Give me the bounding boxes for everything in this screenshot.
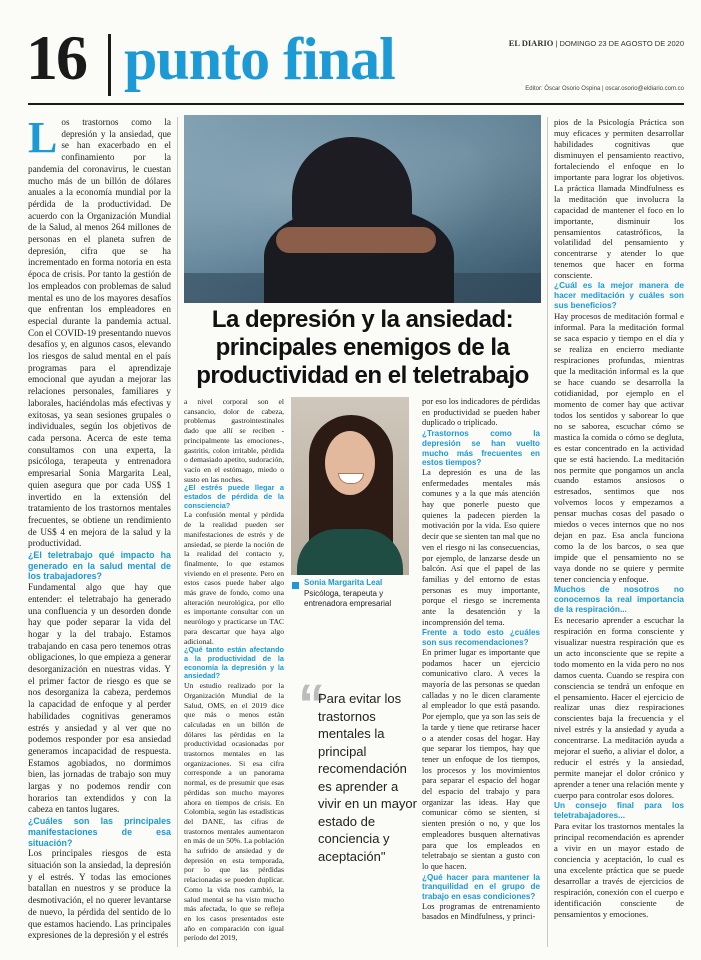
question-9: Muchos de nosotros no conocemos la real importancia de la respiración... [554, 583, 684, 614]
pull-quote: Para evitar los trastornos mentales la principal recomendación es aprender a vivir en un mayor estado de conciencia y aceptación" [318, 691, 417, 864]
question-1: ¿El teletrabajo qué impacto ha generado en la salud mental de los trabajadores? [28, 550, 171, 582]
masthead-divider [108, 34, 111, 96]
answer-8: Hay procesos de meditación formal e informal. Para la meditación formal se saca espacio y tiempo en el día y se realiza en encierro mediante respiraciones profundas, mientras que la meditación informal es la que se hace cuando se desarrolla la cotidianidad, por ejemplo en el momento de comer hay que activar todos los sentidos y saborear lo que no se saborea, escuchar cómo se mastica la comida o cómo se degluta, es estar concentrado en la actividad que se está haciendo. La meditación nos permite que pongamos un ancla cuando estamos ansiosos o estresados, sentimos que nos volvemos locos y empezamos a pensar muchas cosas del pasado o miedos o veces internos que no nos dejan en paz. Esa ancla funciona como la de los barcos, o sea que impide que el pensamiento no se vaya donde no se quiere y permite tener conciencia y enfoque. [554, 311, 684, 585]
paper-date: DOMINGO 23 DE AGOSTO DE 2020 [559, 39, 684, 48]
page-number: 16 [26, 22, 86, 93]
paper-name: EL DIARIO [508, 38, 554, 48]
headline: La depresión y la ansiedad: principales enemigos de la productividad en el teletrabajo [196, 306, 529, 389]
answer-4: Un estudio realizado por la Organización Mundial de la Salud, OMS, en el 2019 dice que más o menos están calculadas en un billón de dólares las pérdidas en la productividad ocasionadas por trastornos mentales en las organizaciones. Si esa cifra corresponde a un panorama normal, es de presumir que esas pérdidas son mucho mayores ahora en tiempos de crisis. En Colombia, según las estadísticas del DANE, las cifras de trastornos mentales aumentaron en más de un 50%. La población ha sufrido de ansiedad y de depresión en esta temporada, por lo que las pérdidas relacionadas se pueden duplicar. Como la vida nos cambió, la salud mental se ha visto mucho más afectada, lo que se refleja en los casos presentados este año en comparación con igual período del 2019, [184, 681, 284, 943]
answer-10: Para evitar los trastornos mentales la principal recomendación es aprender a vivir en un mayor estado de conciencia y aceptación, lo cual es una excelente práctica que se puede desarrollar a través de ejercicios de respiración, conexión con el cuerpo e identificación consciente de pensamientos y emociones. [554, 820, 684, 919]
column-rule [547, 117, 548, 947]
answer-9: Es necesario aprender a escuchar la respiración en forma consciente y visualizar nuestra respiración que es un acto inconsciente que se repite a todo momento en la vida pero no nos damos cuenta. Cuando se respira con consciencia se tendrá un enfoque en el pensamiento. Hacer el ejercicio de realizar unas diez respiraciones conscientes baja la frecuencia y el nivel estrés y la ansiedad y ayuda a concentrarse. La meditación ayuda a mejorar el sueño, a aliviar el dolor, a reducir el estrés y la ansiedad, permite manejar el dolor crónico y aprender a tener una relación mente y cuerpo para controlar esos dolores. [554, 614, 684, 801]
question-6: Frente a todo esto ¿cuáles son sus recomendaciones? [422, 628, 540, 648]
column-2 [184, 397, 284, 943]
column-1 [28, 113, 171, 942]
question-3: ¿El estrés puede llegar a estados de pérdida de la consciencia? [184, 483, 284, 510]
portrait-photo [291, 397, 409, 575]
section-title: punto final [124, 26, 395, 92]
caption-name: Sonia Margarita Leal [304, 578, 383, 587]
question-2: ¿Cuáles son las principales manifestaciones de esa situación? [28, 816, 171, 848]
caption-role: Psicóloga, terapeuta y entrenadora empresarial [304, 588, 392, 608]
question-8: ¿Cuál es la mejor manera de hacer meditación y cuáles son sus beneficios? [554, 280, 684, 311]
quote-mark-icon: “ [298, 672, 326, 735]
question-4: ¿Qué tanto están afectando a la productividad de la economía la depresión y la ansiedad? [184, 645, 284, 681]
question-7: ¿Qué hacer para mantener la tranquilidad en el grupo de trabajo en esas condiciones? [422, 872, 540, 902]
answer-6: En primer lugar es importante que podamos hacer un ejercicio comunicativo claro. A veces la mayoría de las personas se quedan calladas y no le dicen claramente al empleador lo que está pasando. Por ejemplo, que ya son las seis de la tarde y tiene que retirarse hacer o a atender cosas del hogar. Hay que separar los tiempos, hay que tener un enfoque de los tiempos, los procesos y los movimientos para separar el espacio del hogar del espacio del trabajo y para organizar las ideas. Hay que comunicar cómo se sienten, si sienten presión o no, y que los empleadores busquen alternativas para que los empleados en teletrabajo se sientan a gusto con lo que hacen. [422, 647, 540, 871]
intro-text: os trastornos como la depresión y la ansiedad, que se han exacerbado en el confinamiento por la pandemia del coronavirus, le cuestan mucho más de un billón de dólares anuales a la economía mundial por la pérdida de la productividad. De acuerdo con la Organización Mundial de la Salud, al menos 264 millones de personas en el planeta sufren de depresión, cifra que se ha incrementado en forma notoria en esta época de crisis. Por tanto la gestión de los empleados con problemas de salud mental es uno de los mayores desafíos que enfrentan los empleadores en especial durante la pandemia actual. Con el COVID-19 presentando nuevos desafíos y, en algunos casos, elevando los riesgos de salud mental en el país programas para el aprendizaje emocional que ayudan a mejorar las relaciones personales, familiares y laborales, haciéndolas más efectivas y exitosas, ya sean sesiones grupales o individuales, según los objetivos de cada persona. Acerca de este tema consultamos con una experta, la psicóloga, terapeuta y entrenadora empresarial Sonia Margarita Leal, quien asegura que por cada US$ 1 invertido en la extensión del tratamiento de los trastornos mentales frecuentes, se obtiene un rendimiento de US$ 4 en mejora de la salud y la productividad. [28, 117, 171, 549]
photo-caption [304, 578, 414, 610]
answer-2: Los principales riesgos de esta situación son la ansiedad, la depresión y el estrés. Y todas las emociones batallan en nuestros y se produce la desmotivación, el no querer levantarse de nuevo, la pérdida del sentido de lo que estamos haciendo. Las principales expresiones de la depresión y el estrés [28, 848, 171, 941]
column-4 [554, 117, 684, 920]
answer-7-cont: pios de la Psicología Práctica son muy eficaces y permiten desarrollar habilidades cognitivas que disminuyen el pensamiento reactivo, fortaleciendo el enfoque en lo importante para lograr los objetivos. La práctica llamada Mindfulness es la meditación que involucra la capacidad de mantener el foco en lo importante, disminuir los pensamientos catastróficos, la volatilidad del pensamiento y concentrarse y atender lo que tenemos que hacer en forma consciente. [554, 117, 684, 281]
answer-7: Los programas de entrenamiento basados en Mindfulness, y princi- [422, 901, 540, 922]
portrait-face [325, 431, 375, 495]
editor-credit: Editor: Óscar Osorio Ospina | oscar.osorio@eldiario.com.co [525, 86, 684, 92]
caption-marker-icon [292, 582, 299, 589]
question-5: ¿Trastornos como la depresión se han vuelto mucho más frecuentes en estos tiempos? [422, 429, 540, 468]
question-10: Un consejo final para los teletrabajadores... [554, 800, 684, 820]
column-3 [422, 397, 540, 923]
paper-info: EL DIARIO | DOMINGO 23 DE AGOSTO DE 2020 [508, 38, 684, 48]
main-photo [184, 115, 541, 303]
answer-5: La depresión es una de las enfermedades mentales más comunes y a la que más atención hay que ponerle puesto que quienes la padecen pierden la motivación por la vida. Eso quiere decir que se sienten tan mal que no ven el riesgo ni las consecuencias, por ejemplo, de lanzarse desde un balcón. Así que el papel de las familias y del entorno de estas personas es muy importante, porque el riesgo se incrementa ante la desatención y la incomprensión del tema. [422, 467, 540, 627]
answer-1: Fundamental algo que hay que entender: el teletrabajo ha generado una confluencia y un desorden donde hay que poder separar la vida del hogar y la del trabajo. Estamos trabajando en casa pero tenemos otras obligaciones, lo que empieza a generar desorganización en nuestras vidas. Y el primer factor de riesgo es que se nos desorganiza la cabeza, perdemos la capacidad de enfoque y al perder habilidades cognitivas generamos estrés y ansiedad y al ver que no podemos responder por esa ansiedad generamos incapacidad de respuesta. Estamos agobiados, no dormimos bien, las jornadas de trabajo son muy largas y no podemos rendir con horarios tan extendidos y con la cabeza en tantos lugares. [28, 582, 171, 815]
dropcap: L [28, 113, 58, 162]
answer-2-cont: a nivel corporal son el cansancio, dolor de cabeza, problemas gastrointestinales dado que allí se reciben -principalmente las emociones-, gastritis, colon irritable, pérdida o demasiado apetito, sudoración, vacío en el estómago, miedo o susto en las noches. [184, 397, 284, 484]
column-rule [177, 117, 178, 947]
masthead-rule [28, 103, 684, 105]
answer-3: La confusión mental y pérdida de la realidad pueden ser manifestaciones de estrés y de ansiedad, se pierde la noción de la realidad del contacto y, finalmente, lo que estamos viviendo en el presente. Pero en estos casos puede haber algo más grave de fondo, como una alteración neurológica, por ello es importante consultar con un neurólogo y practicarse un TAC para descartar que haya algo adicional. [184, 510, 284, 646]
person-arms [276, 227, 436, 253]
answer-4-cont: por eso los indicadores de pérdidas en productividad se pueden haber duplicado o triplicado. [422, 397, 540, 428]
